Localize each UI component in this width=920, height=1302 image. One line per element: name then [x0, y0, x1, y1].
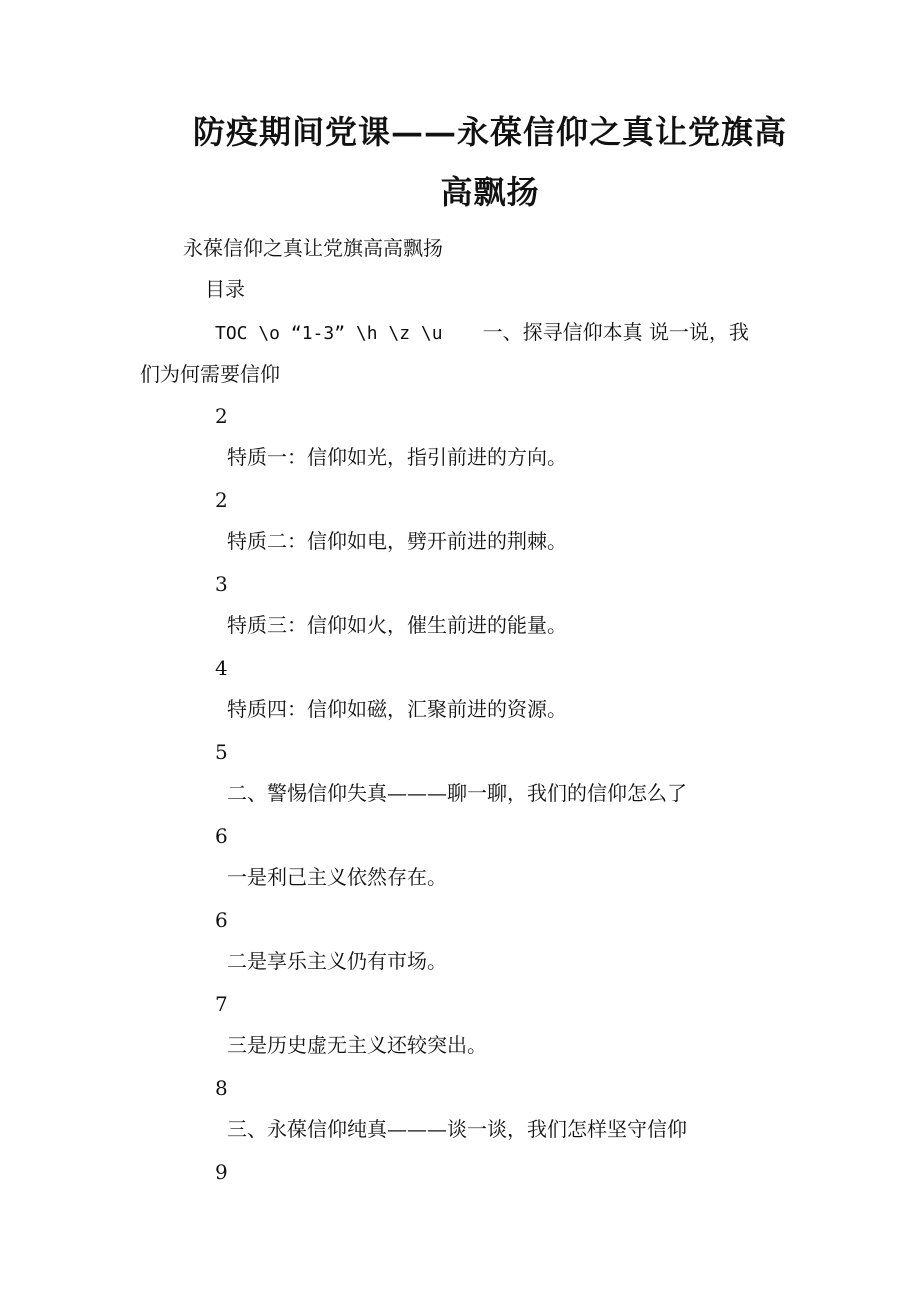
toc-page-number: 2: [215, 404, 228, 428]
document-title-line-2: 高飘扬: [440, 173, 540, 211]
toc-entry-text: 一、探寻信仰本真 说一说，我: [482, 320, 749, 344]
toc-heading: 目录: [205, 277, 245, 301]
subtitle: 永葆信仰之真让党旗高高飘扬: [183, 236, 443, 260]
toc-entry: 三、永葆信仰纯真———谈一谈，我们怎样坚守信仰: [227, 1117, 687, 1141]
toc-entry: 特质二：信仰如电，劈开前进的荆棘。: [227, 529, 567, 553]
toc-entry: 二是享乐主义仍有市场。: [227, 949, 447, 973]
toc-first-line: [215, 318, 749, 348]
toc-entry: 特质四：信仰如磁，汇聚前进的资源。: [227, 697, 567, 721]
toc-page-number: 4: [215, 656, 228, 680]
toc-entry: 一是利己主义依然存在。: [227, 865, 447, 889]
document-title-line-1: 防疫期间党课——永葆信仰之真让党旗高: [192, 113, 787, 151]
toc-field-code: TOC \o “1-3” \h \z \u: [215, 323, 443, 344]
toc-page-number: 2: [215, 488, 228, 512]
toc-entry-continuation: 们为何需要信仰: [140, 362, 280, 386]
toc-entry: 特质三：信仰如火，催生前进的能量。: [227, 613, 567, 637]
toc-page-number: 6: [215, 824, 228, 848]
toc-page-number: 3: [215, 572, 228, 596]
toc-entry: 三是历史虚无主义还较突出。: [227, 1033, 487, 1057]
toc-page-number: 6: [215, 908, 228, 932]
toc-page-number: 9: [215, 1160, 228, 1184]
toc-page-number: 8: [215, 1076, 228, 1100]
toc-entry: 二、警惕信仰失真———聊一聊，我们的信仰怎么了: [227, 781, 687, 805]
toc-page-number: 5: [215, 740, 228, 764]
toc-entry: 特质一：信仰如光，指引前进的方向。: [227, 445, 567, 469]
toc-page-number: 7: [215, 992, 228, 1016]
